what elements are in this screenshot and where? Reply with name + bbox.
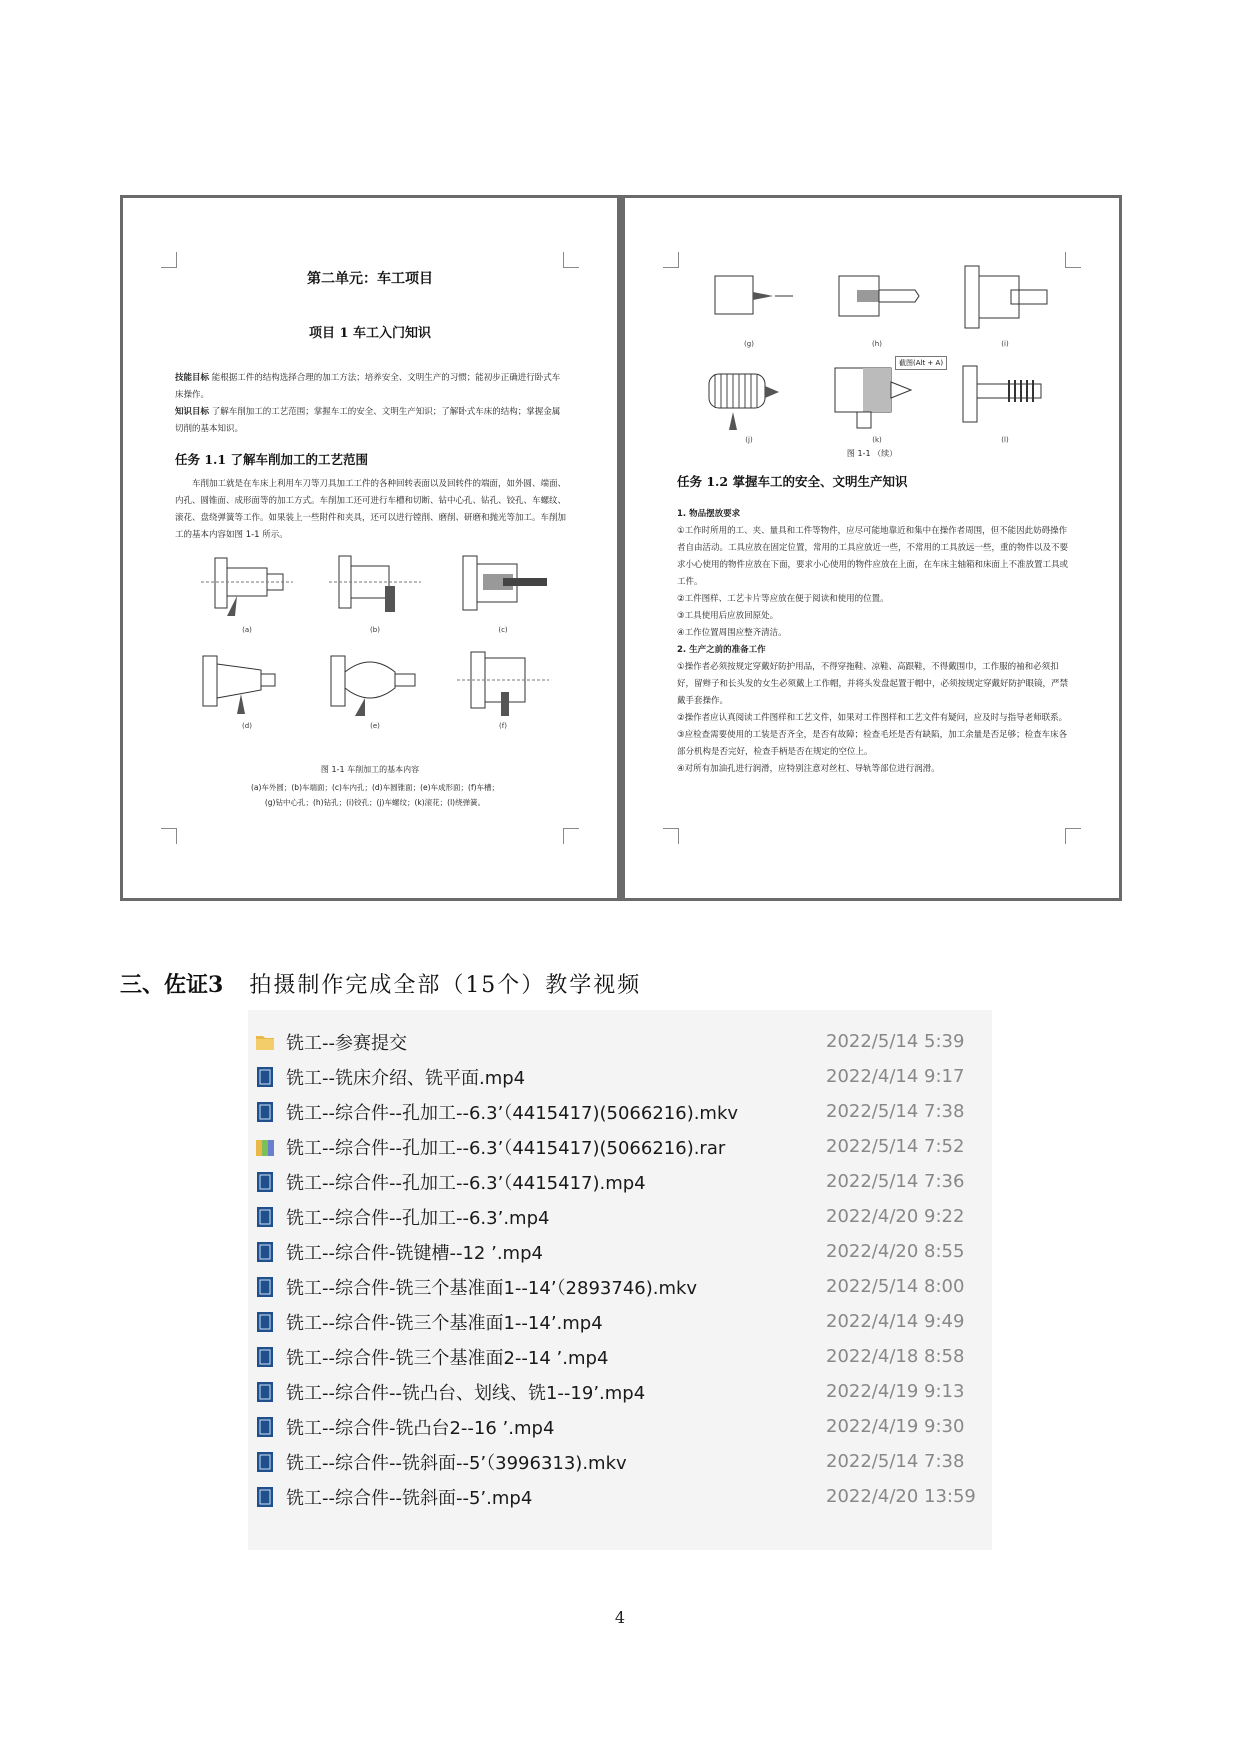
figure-caption: 图 1-1 车削加工的基本内容 [320, 765, 420, 774]
file-date: 2022/4/14 9:49 [826, 1311, 965, 1332]
video-file-icon [254, 1100, 276, 1124]
section-number: 三、佐证3 [120, 972, 224, 998]
section-description: 拍摄制作完成全部（15个）教学视频 [249, 973, 642, 998]
figure-l [941, 356, 1069, 444]
video-file-icon [254, 1310, 276, 1334]
file-date: 2022/5/14 5:39 [826, 1031, 965, 1052]
figure-label: (i) [1001, 340, 1009, 348]
file-date: 2022/4/19 9:30 [826, 1416, 965, 1437]
file-name: 铣工--综合件-铣三个基准面1--14’（2893746).mkv [286, 1277, 698, 1299]
file-row[interactable] [248, 1409, 992, 1444]
figure-e [311, 642, 439, 730]
file-date: 2022/4/20 9:22 [826, 1206, 965, 1227]
figure-label: (d) [242, 722, 252, 730]
file-name: 铣工--综合件--铣凸台、划线、铣1--19’.mp4 [286, 1382, 646, 1404]
file-name: 铣工--参赛提交 [286, 1032, 407, 1054]
document-page-right [625, 198, 1119, 898]
item-2: ②工件图样、工艺卡片等应放在便于阅读和使用的位置。 [677, 594, 889, 604]
figure-label: (b) [370, 626, 380, 634]
figure-label: (h) [872, 340, 882, 348]
video-file-icon [254, 1415, 276, 1439]
figure-label: (j) [745, 436, 753, 444]
figure-h [813, 260, 941, 348]
file-name: 铣工--综合件--铣斜面--5’（3996313).mkv [286, 1452, 627, 1474]
figure-label: (a) [242, 626, 252, 634]
video-file-icon [254, 1485, 276, 1509]
file-date: 2022/5/14 7:52 [826, 1136, 965, 1157]
skill-text: 能根据工件的结构选择合理的加工方法；培养安全、文明生产的习惯；能初步正确进行卧式车床操作。 [175, 373, 561, 400]
project-title: 项目 1 车工入门知识 [308, 326, 432, 341]
figure-b [311, 546, 439, 634]
figure-label: (l) [1001, 436, 1009, 444]
folder-icon [254, 1030, 276, 1054]
file-row[interactable] [248, 1199, 992, 1234]
item-5: ①操作者必须按规定穿戴好防护用品，不得穿拖鞋、凉鞋、高跟鞋，不得戴围巾，工作服的袖和必须扣好，留辫子和长头发的女生必须戴上工作帽，并将头发盘起置于帽中，必须按规定穿戴好防护眼镜，严禁戴手套操作。 [677, 662, 1069, 706]
file-row[interactable] [248, 1269, 992, 1304]
file-row[interactable] [248, 1024, 992, 1059]
screenshot-tooltip: 截图(Alt + A) [895, 356, 947, 370]
file-row[interactable] [248, 1129, 992, 1164]
file-date: 2022/4/18 8:58 [826, 1346, 965, 1367]
document-page-left [123, 198, 617, 898]
figure-label: (c) [498, 626, 508, 634]
document-screenshot [120, 195, 1122, 901]
knowledge-label: 知识目标 [175, 407, 210, 417]
video-file-icon [254, 1240, 276, 1264]
section-heading [120, 968, 641, 999]
figure-label: (g) [744, 340, 754, 348]
file-date: 2022/4/14 9:17 [826, 1066, 965, 1087]
file-name: 铣工--铣床介绍、铣平面.mp4 [286, 1067, 526, 1089]
file-row[interactable] [248, 1234, 992, 1269]
task-title: 任务 1.1 了解车削加工的工艺范围 [175, 452, 368, 467]
file-row[interactable] [248, 1339, 992, 1374]
file-date: 2022/4/19 9:13 [826, 1381, 965, 1402]
file-row[interactable] [248, 1304, 992, 1339]
figure-j [685, 356, 813, 444]
file-date: 2022/5/14 7:38 [826, 1451, 965, 1472]
figure-g [685, 260, 813, 348]
page-number: 4 [614, 1608, 626, 1627]
item-3: ③工具使用后应放回原处。 [677, 611, 779, 621]
file-name: 铣工--综合件-铣三个基准面1--14’.mp4 [286, 1312, 603, 1334]
video-file-icon [254, 1380, 276, 1404]
file-date: 2022/4/20 8:55 [826, 1241, 965, 1262]
figure-label: (k) [872, 436, 882, 444]
file-row[interactable] [248, 1374, 992, 1409]
file-name: 铣工--综合件--铣斜面--5’.mp4 [286, 1487, 533, 1509]
file-row[interactable] [248, 1164, 992, 1199]
video-file-icon [254, 1170, 276, 1194]
item-1: ①工作时所用的工、夹、量具和工件等物件，应尽可能地靠近和集中在操作者周围，但不能因此妨碍操作者自由活动。工具应放在固定位置，常用的工具应放近一些，不常用的工具放远一些，重的物件以及不要求小心使用的物件应放在下面，要求小心使用的物件应放在上面，在车床主轴箱和床面上不准放置工具或工件。 [677, 526, 1069, 587]
file-row[interactable] [248, 1479, 992, 1514]
file-name: 铣工--综合件-铣凸台2--16 ’.mp4 [286, 1417, 555, 1439]
learning-goals [175, 370, 567, 438]
file-name: 铣工--综合件--孔加工--6.3’（4415417)(5066216).mkv [286, 1102, 739, 1124]
figure-f [439, 642, 567, 730]
item-7: ③应检查需要使用的工装是否齐全，是否有故障；检查毛坯是否有缺陷，加工余量是否足够；检查车床各部分机构是否完好，检查手柄是否在规定的空位上。 [677, 730, 1068, 757]
unit-title: 第二单元：车工项目 [307, 271, 433, 287]
archive-file-icon [254, 1135, 276, 1159]
file-name: 铣工--综合件--孔加工--6.3’（4415417).mp4 [286, 1172, 646, 1194]
section-heading-1: 1. 物品摆放要求 [677, 509, 741, 519]
item-6: ②操作者应认真阅读工件图样和工艺文件，如果对工件图样和工艺文件有疑问，应及时与指导老师联系。 [677, 713, 1068, 723]
section-heading-2: 2. 生产之前的准备工作 [677, 645, 766, 655]
file-row[interactable] [248, 1094, 992, 1129]
file-row[interactable] [248, 1059, 992, 1094]
figure-note: (a)车外圆；(b)车端面；(c)车内孔；(d)车圆锥面；(e)车成形面；(f)车槽； (g)钻中心孔；(h)钻孔；(i)铰孔；(j)车螺纹；(k)滚花；(l)绕弹簧。 [250, 783, 500, 807]
file-date: 2022/4/20 13:59 [826, 1486, 976, 1507]
task-title: 任务 1.2 掌握车工的安全、文明生产知识 [677, 474, 908, 489]
item-4: ④工作位置周围应整齐清洁。 [677, 628, 787, 638]
file-date: 2022/5/14 8:00 [826, 1276, 965, 1297]
knowledge-text: 了解车削加工的工艺范围；掌握车工的安全、文明生产知识；了解卧式车床的结构；掌握金属切削的基本知识。 [175, 407, 561, 434]
task-text: 车削加工就是在车床上利用车刀等刀具加工工件的各种回转表面以及回转件的端面，如外圆、端面、内孔、圆锥面、成形面等的加工方式。车削加工还可进行车槽和切断、钻中心孔、钻孔、铰孔、车螺纹、滚花、盘绕弹簧等工作。如果装上一些附件和夹具，还可以进行镗削、磨削、研磨和抛光等加工。车削加工的基本内容如图 1-1 所示。 [175, 479, 567, 540]
video-file-icon [254, 1345, 276, 1369]
file-name: 铣工--综合件--孔加工--6.3’（4415417)(5066216).rar [286, 1137, 726, 1159]
figure-grid-continued [685, 260, 1069, 444]
file-list [248, 1010, 992, 1550]
safety-text [677, 506, 1069, 778]
item-8: ④对所有加油孔进行润滑，应特别注意对丝杠、导轨等部位进行润滑。 [677, 764, 940, 774]
video-file-icon [254, 1450, 276, 1474]
video-file-icon [254, 1065, 276, 1089]
file-date: 2022/5/14 7:36 [826, 1171, 965, 1192]
video-file-icon [254, 1275, 276, 1299]
skill-label: 技能目标 [175, 373, 210, 383]
file-name: 铣工--综合件--孔加工--6.3’.mp4 [286, 1207, 550, 1229]
figure-caption: 图 1-1 （续） [846, 449, 898, 458]
figure-c [439, 546, 567, 634]
file-name: 铣工--综合件-铣键槽--12 ’.mp4 [286, 1242, 543, 1264]
figure-i [941, 260, 1069, 348]
video-file-icon [254, 1205, 276, 1229]
figure-a [183, 546, 311, 634]
figure-grid [183, 546, 567, 730]
file-name: 铣工--综合件-铣三个基准面2--14 ’.mp4 [286, 1347, 609, 1369]
figure-label: (e) [370, 722, 380, 730]
figure-label: (f) [499, 722, 507, 730]
file-date: 2022/5/14 7:38 [826, 1101, 965, 1122]
figure-d [183, 642, 311, 730]
file-row[interactable] [248, 1444, 992, 1479]
